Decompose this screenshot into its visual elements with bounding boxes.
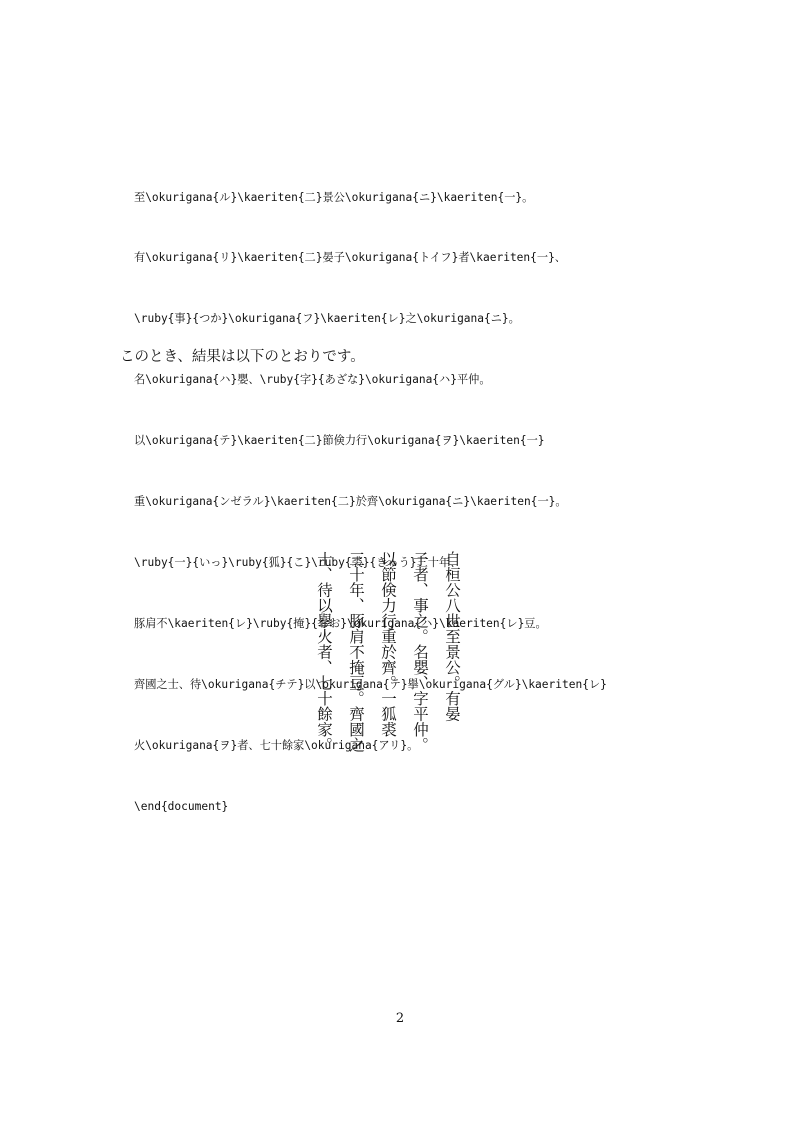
code-line: \ruby{一}{いっ}\ruby{狐}{こ}\ruby{裘}{きゅう}三十年、 [134,555,462,569]
vertical-column: 子者、事之。名嬰、字平仲。 [411,551,429,753]
code-line: 有\okurigana{リ}\kaeriten{二}晏子\okurigana{トイフ}者\kaeriten{一}、 [134,251,566,265]
code-line: 豚肩不\kaeriten{レ}\ruby{掩}{おお}\okurigana{ハ}\kaeriten{レ}豆。 [134,616,547,630]
vertical-column: 三十年、豚肩不掩豆。齊國之 [347,551,365,753]
code-line: 齊國之士、待\okurigana{チテ}以\okurigana{テ}擧\okurigana{グル}\kaeriten{レ} [134,677,607,691]
code-line: 火\okurigana{ヲ}者、七十餘家\okurigana{アリ}。 [134,738,419,752]
vertical-kanbun-output [315,551,468,781]
code-line: \ruby{事}{つか}\okurigana{フ}\kaeriten{レ}之\okurigana{ニ}。 [134,312,520,326]
code-line: \end{document} [134,799,229,813]
code-line: 名\okurigana{ハ}嬰、\ruby{字}{あざな}\okurigana{ハ}平仲。 [134,373,491,387]
vertical-column: 士、待以擧火者、七十餘家。 [315,551,333,753]
vertical-column: 以節倹力行重於齊。一狐裘 [379,551,397,737]
code-line: 重\okurigana{ンゼラル}\kaeriten{二}於齊\okurigana{ニ}\kaeriten{一}。 [134,495,567,509]
code-line: 以\okurigana{テ}\kaeriten{二}節倹力行\okurigana{ヲ}\kaeriten{一} [134,434,545,448]
code-line: 至\okurigana{ル}\kaeriten{二}景公\okurigana{ニ}\kaeriten{一}。 [134,190,534,204]
vertical-column: 自桓公八世至景公。有晏 [443,551,461,722]
page-number: 2 [395,1011,405,1026]
result-intro-text: このとき、結果は以下のとおりです。 [120,349,365,365]
